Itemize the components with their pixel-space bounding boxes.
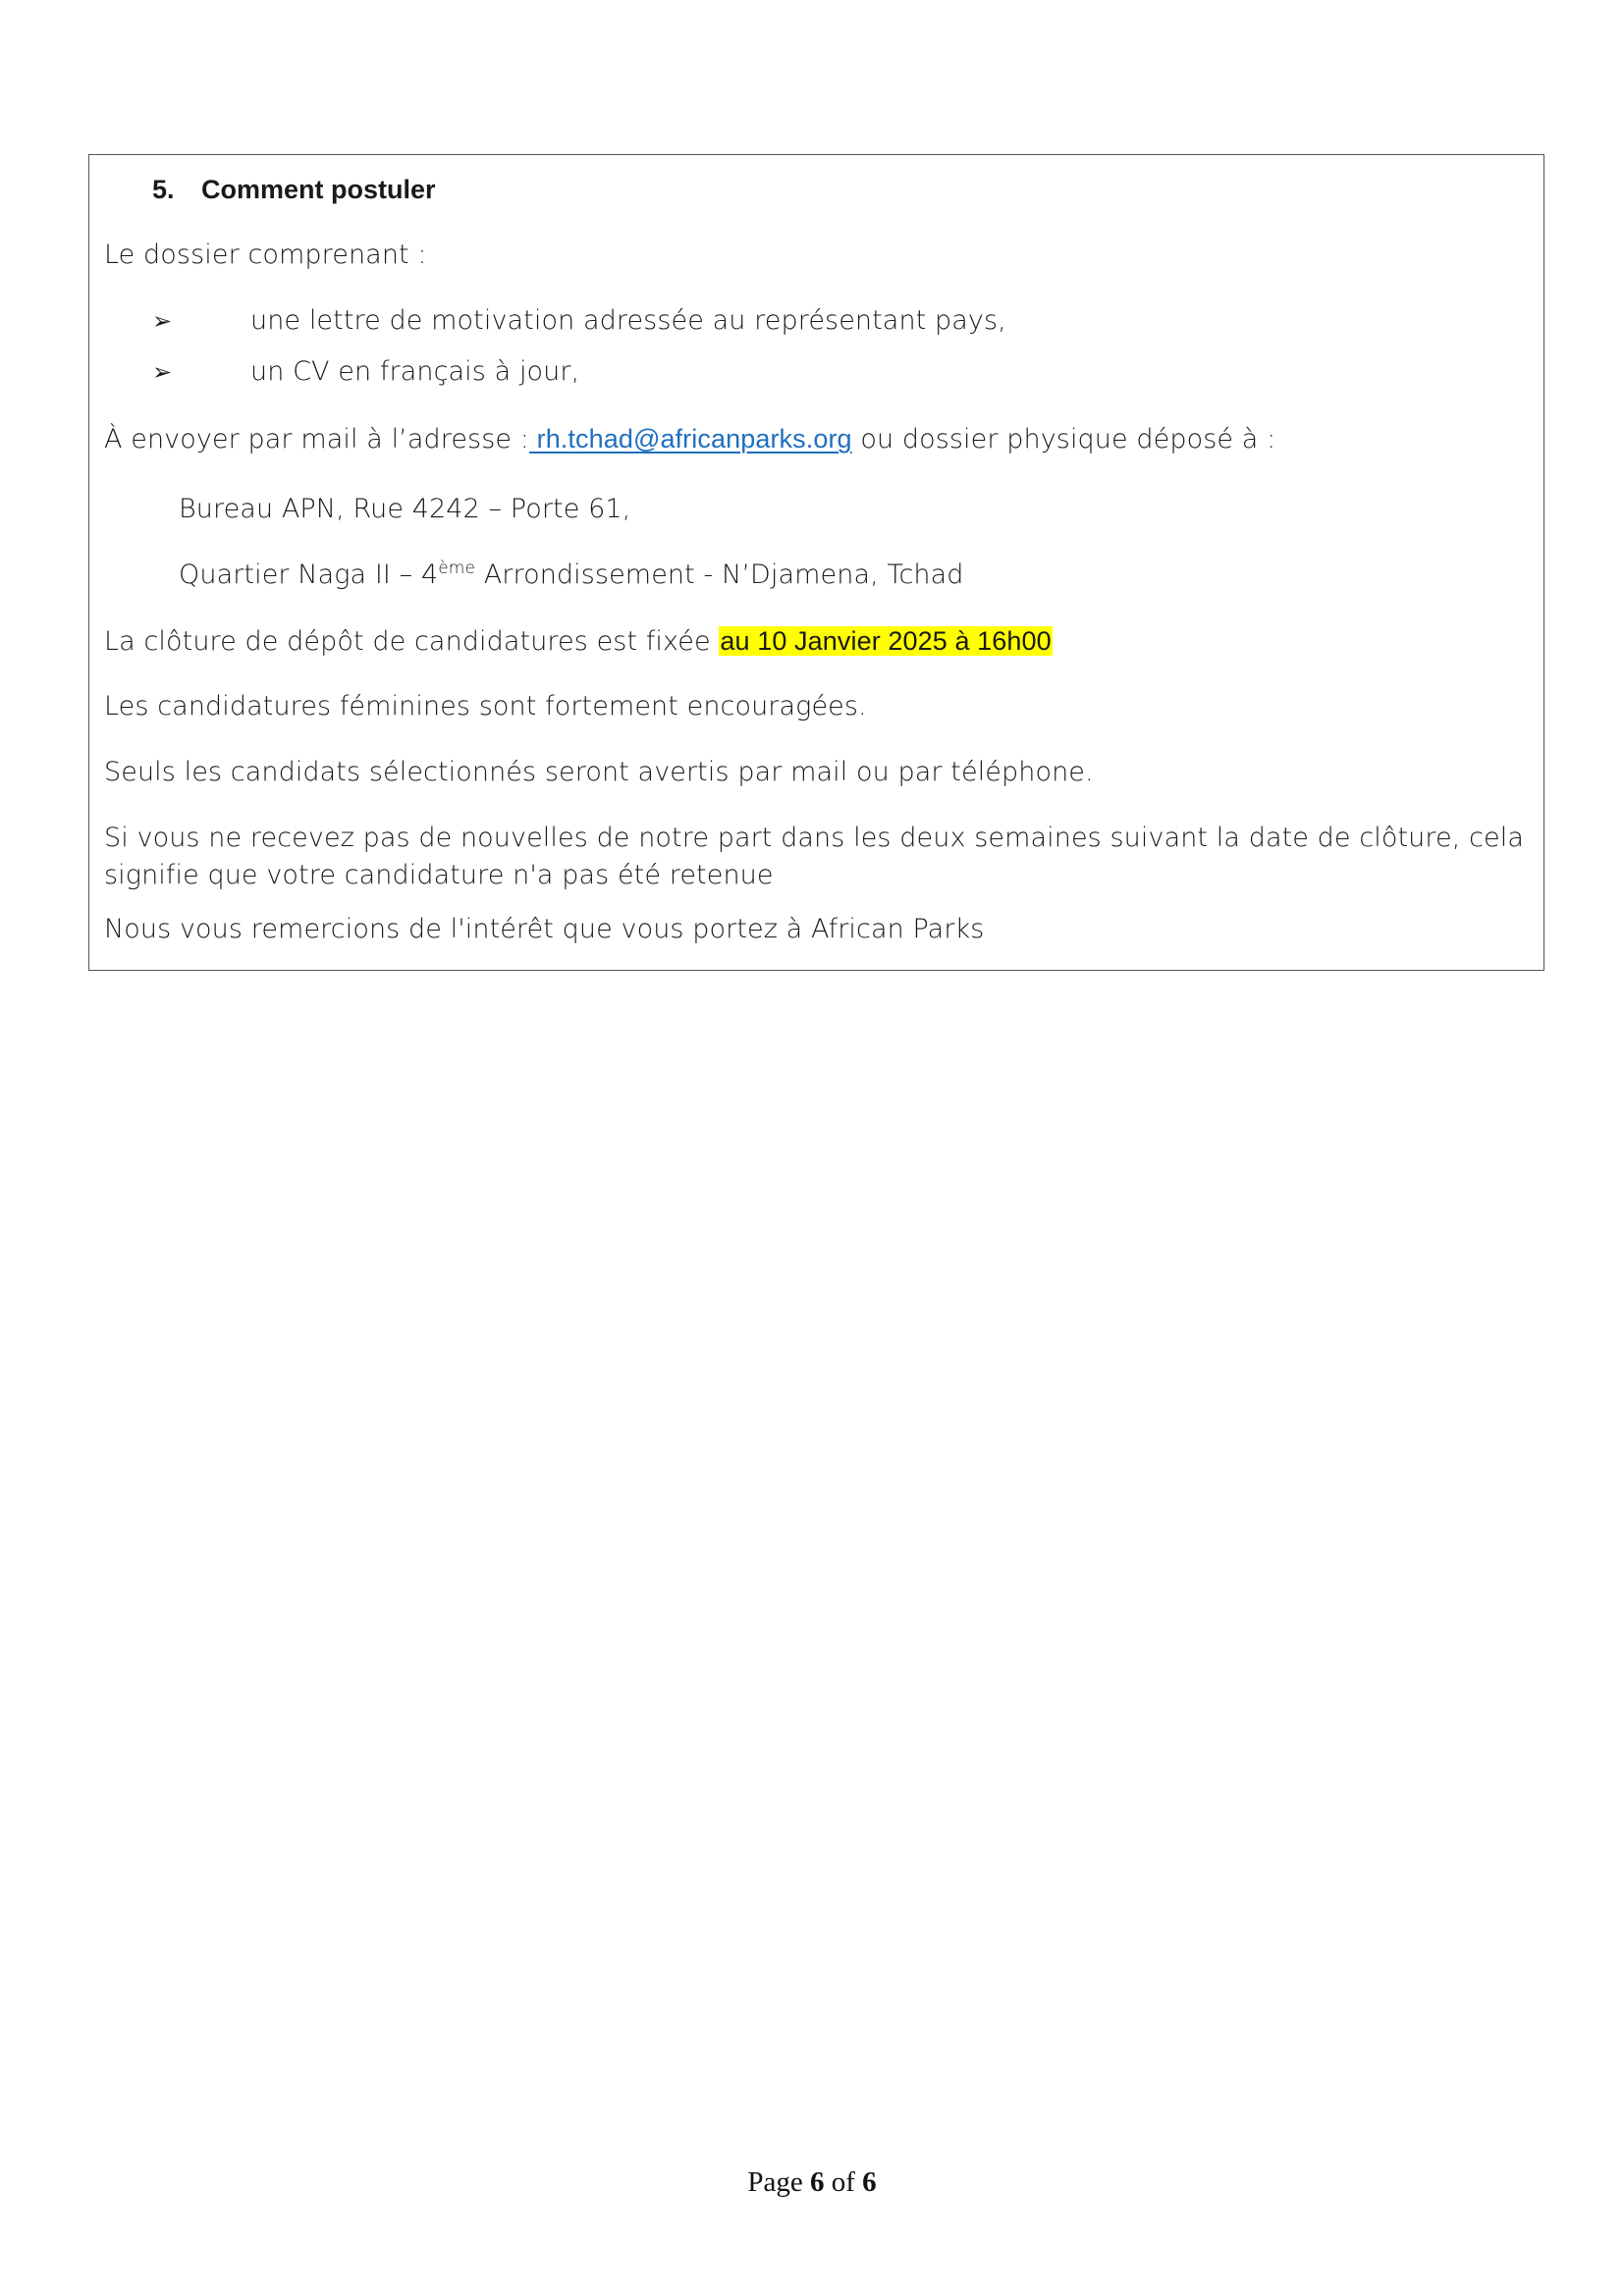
send-suffix: ou dossier physique déposé à : — [851, 424, 1276, 454]
page-footer — [0, 2163, 1624, 2201]
address-line-2: Quartier Naga II – 4ème Arrondissement - N’Djamena, Tchad — [179, 559, 964, 590]
selected-candidates-text: Seuls les candidats sélectionnés seront avertis par mail ou par téléphone. — [104, 757, 1094, 787]
email-link[interactable]: rh.tchad@africanparks.org — [529, 424, 852, 454]
footer-total-pages: 6 — [862, 2166, 877, 2198]
section-title: Comment postuler — [201, 175, 436, 204]
send-prefix: À envoyer par mail à l’adresse : — [104, 424, 529, 454]
intro-text: Le dossier comprenant : — [104, 240, 427, 270]
women-encouraged-text: Les candidatures féminines sont fortement encouragées. — [104, 691, 867, 721]
deadline-highlight: au 10 Janvier 2025 à 16h00 — [720, 626, 1052, 656]
arrow-bullet-icon: ➢ — [152, 307, 173, 335]
footer-current-page: 6 — [809, 2166, 825, 2198]
section-number: 5. — [152, 175, 175, 204]
no-news-line-1: Si vous ne recevez pas de nouvelles de notre part dans les deux semaines suivant la date de clôture, cela — [104, 823, 1524, 853]
address-line-1: Bureau APN, Rue 4242 – Porte 61, — [179, 494, 631, 524]
bullet-item-motivation-letter: une lettre de motivation adressée au représentant pays, — [250, 305, 1006, 336]
deadline-prefix: La clôture de dépôt de candidatures est fixée — [104, 626, 720, 657]
deadline-text — [104, 622, 1053, 661]
no-news-line-2: signifie que votre candidature n'a pas été retenue — [104, 860, 774, 890]
thanks-text: Nous vous remercions de l'intérêt que vous portez à African Parks — [104, 914, 985, 944]
section-heading — [152, 171, 436, 208]
footer-page-word: Page — [747, 2166, 803, 2198]
arrow-bullet-icon: ➢ — [152, 358, 173, 386]
superscript-eme: ème — [438, 559, 476, 578]
footer-of-word: of — [831, 2166, 855, 2198]
send-instructions — [104, 420, 1275, 458]
bullet-item-cv: un CV en français à jour, — [250, 356, 580, 387]
